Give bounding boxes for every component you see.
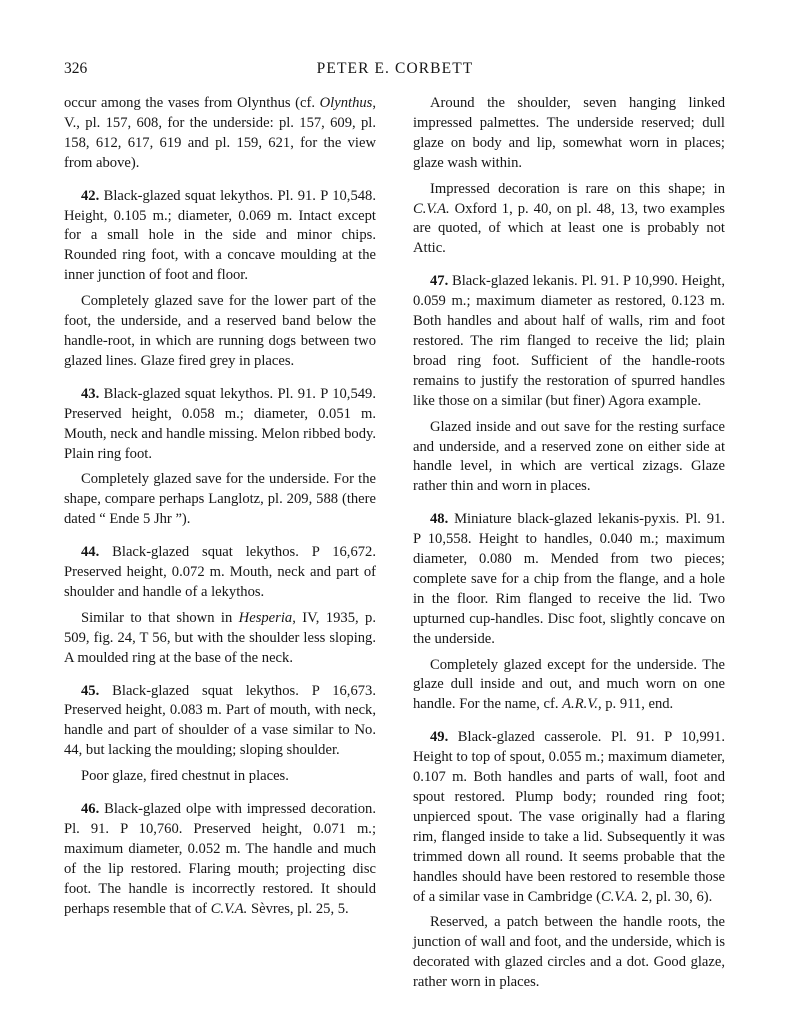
entry-45: 45. Black-glazed squat lekythos. P 16,673. Preserved height, 0.083 m. Part of mouth, with neck, handle and part of shoulder of a vase similar to No. 44, but lacking the moulding; sloping shoulder. [64, 682, 376, 759]
impressed-decoration-note: Impressed decoration is rare on this shape; in C.V.A. Oxford 1, p. 40, on pl. 48, 13, two examples are quoted, of which at least one is probably not Attic. [413, 180, 725, 257]
entry-44: 44. Black-glazed squat lekythos. P 16,672. Preserved height, 0.072 m. Mouth, neck and part of shoulder and handle of a lekythos. [64, 544, 376, 600]
entry-number: 49. [430, 729, 449, 746]
entry-46-continued: Around the shoulder, seven hanging linked impressed palmettes. The underside reserved; dull glaze on body and lip, somewhat worn in places; glaze wash within. [413, 95, 725, 171]
entry-42-note: Completely glazed save for the lower part of the foot, the underside, and a reserved band below the handle-root, in which are running dogs between two glazed lines. Glaze fired grey in places. [64, 293, 376, 369]
right-column [413, 94, 725, 993]
entry-number: 48. [430, 511, 449, 528]
entry-43-note: Completely glazed save for the underside. For the shape, compare perhaps Langlotz, pl. 209, 588 (there dated “ Ende 5 Jhr ”). [64, 471, 376, 528]
entry-number: 42. [81, 187, 100, 204]
entry-48: 48. Miniature black-glazed lekanis-pyxis. Pl. 91. P 10,558. Height to handles, 0.040 m.; maximum diameter, 0.080 m. Mended from two pieces; complete save for a chip from the flange, and a hole in the floor. Rim flanged to receive the lid. Two upturned cup-handles. Disc foot, slightly concave on the underside. [413, 511, 725, 647]
continued-paragraph: occur among the vases from Olynthus (cf. Olynthus, V., pl. 157, 608, for the underside: pl. 157, 609, pl. 158, 612, 617, 619 and pl. 159, 621, for the view from above). [64, 95, 376, 171]
entry-number: 47. [430, 273, 449, 290]
entry-44-note: Similar to that shown in Hesperia, IV, 1935, p. 509, fig. 24, T 56, but with the shoulder less sloping. A moulded ring at the base of the neck. [64, 609, 376, 666]
entry-49-note: Reserved, a patch between the handle roots, the junction of wall and foot, and the underside, which is decorated with glazed circles and a dot. Good glaze, rather worn in places. [413, 914, 725, 991]
entry-number: 43. [81, 385, 100, 402]
entry-number: 46. [81, 801, 100, 818]
entry-45-note: Poor glaze, fired chestnut in places. [81, 768, 289, 785]
entry-43: 43. Black-glazed squat lekythos. Pl. 91. P 10,549. Preserved height, 0.058 m.; diameter, 0.051 m. Mouth, neck and handle missing. Melon ribbed body. Plain ring foot. [64, 385, 376, 462]
entry-number: 44. [81, 544, 100, 561]
left-column [64, 94, 376, 920]
entry-46: 46. Black-glazed olpe with impressed decoration. Pl. 91. P 10,760. Preserved height, 0.071 m.; maximum diameter, 0.052 m. The handle and much of the lip restored. Flaring mouth; projecting disc foot. The handle is incorrectly restored. It should perhaps resemble that of C.V.A. Sèvres, pl. 25, 5. [64, 801, 376, 917]
entry-47-note: Glazed inside and out save for the resting surface and underside, and a reserved zone on either side at handle level, in which are vertical zizags. Glaze rather thin and worn in places. [413, 418, 725, 495]
page-header [64, 60, 726, 82]
running-title: PETER E. CORBETT [316, 60, 474, 77]
entry-number: 45. [81, 682, 100, 699]
page-number: 326 [64, 60, 88, 77]
entry-49: 49. Black-glazed casserole. Pl. 91. P 10,991. Height to top of spout, 0.055 m.; maximum diameter, 0.107 m. Both handles and parts of wall, foot and spout restored. Plump body; rounded ring foot; unpierced spout. The vase originally had a flaring rim, flanged inside to take a lid. Subsequently it was trimmed down all round. It seems probable that the handles should have been restored to resemble those of a similar vase in Cambridge (C.V.A. 2, pl. 30, 6). [413, 729, 725, 905]
entry-48-note: Completely glazed except for the underside. The glaze dull inside and out, and much worn on one handle. For the name, cf. A.R.V., p. 911, end. [413, 656, 725, 713]
entry-42: 42. Black-glazed squat lekythos. Pl. 91. P 10,548. Height, 0.105 m.; diameter, 0.069 m. Intact except for a small hole in the side and minor chips. Rounded ring foot, with a concave moulding at the inner junction of foot and floor. [64, 187, 376, 284]
entry-47: 47. Black-glazed lekanis. Pl. 91. P 10,990. Height, 0.059 m.; maximum diameter as restored, 0.123 m. Both handles and about half of walls, rim and foot restored. The rim flanged to receive the lid; plain broad ring foot. Sufficient of the handle-roots remains to justify the restoration of spurred handles like those on a similar (but finer) Agora example. [413, 273, 725, 409]
